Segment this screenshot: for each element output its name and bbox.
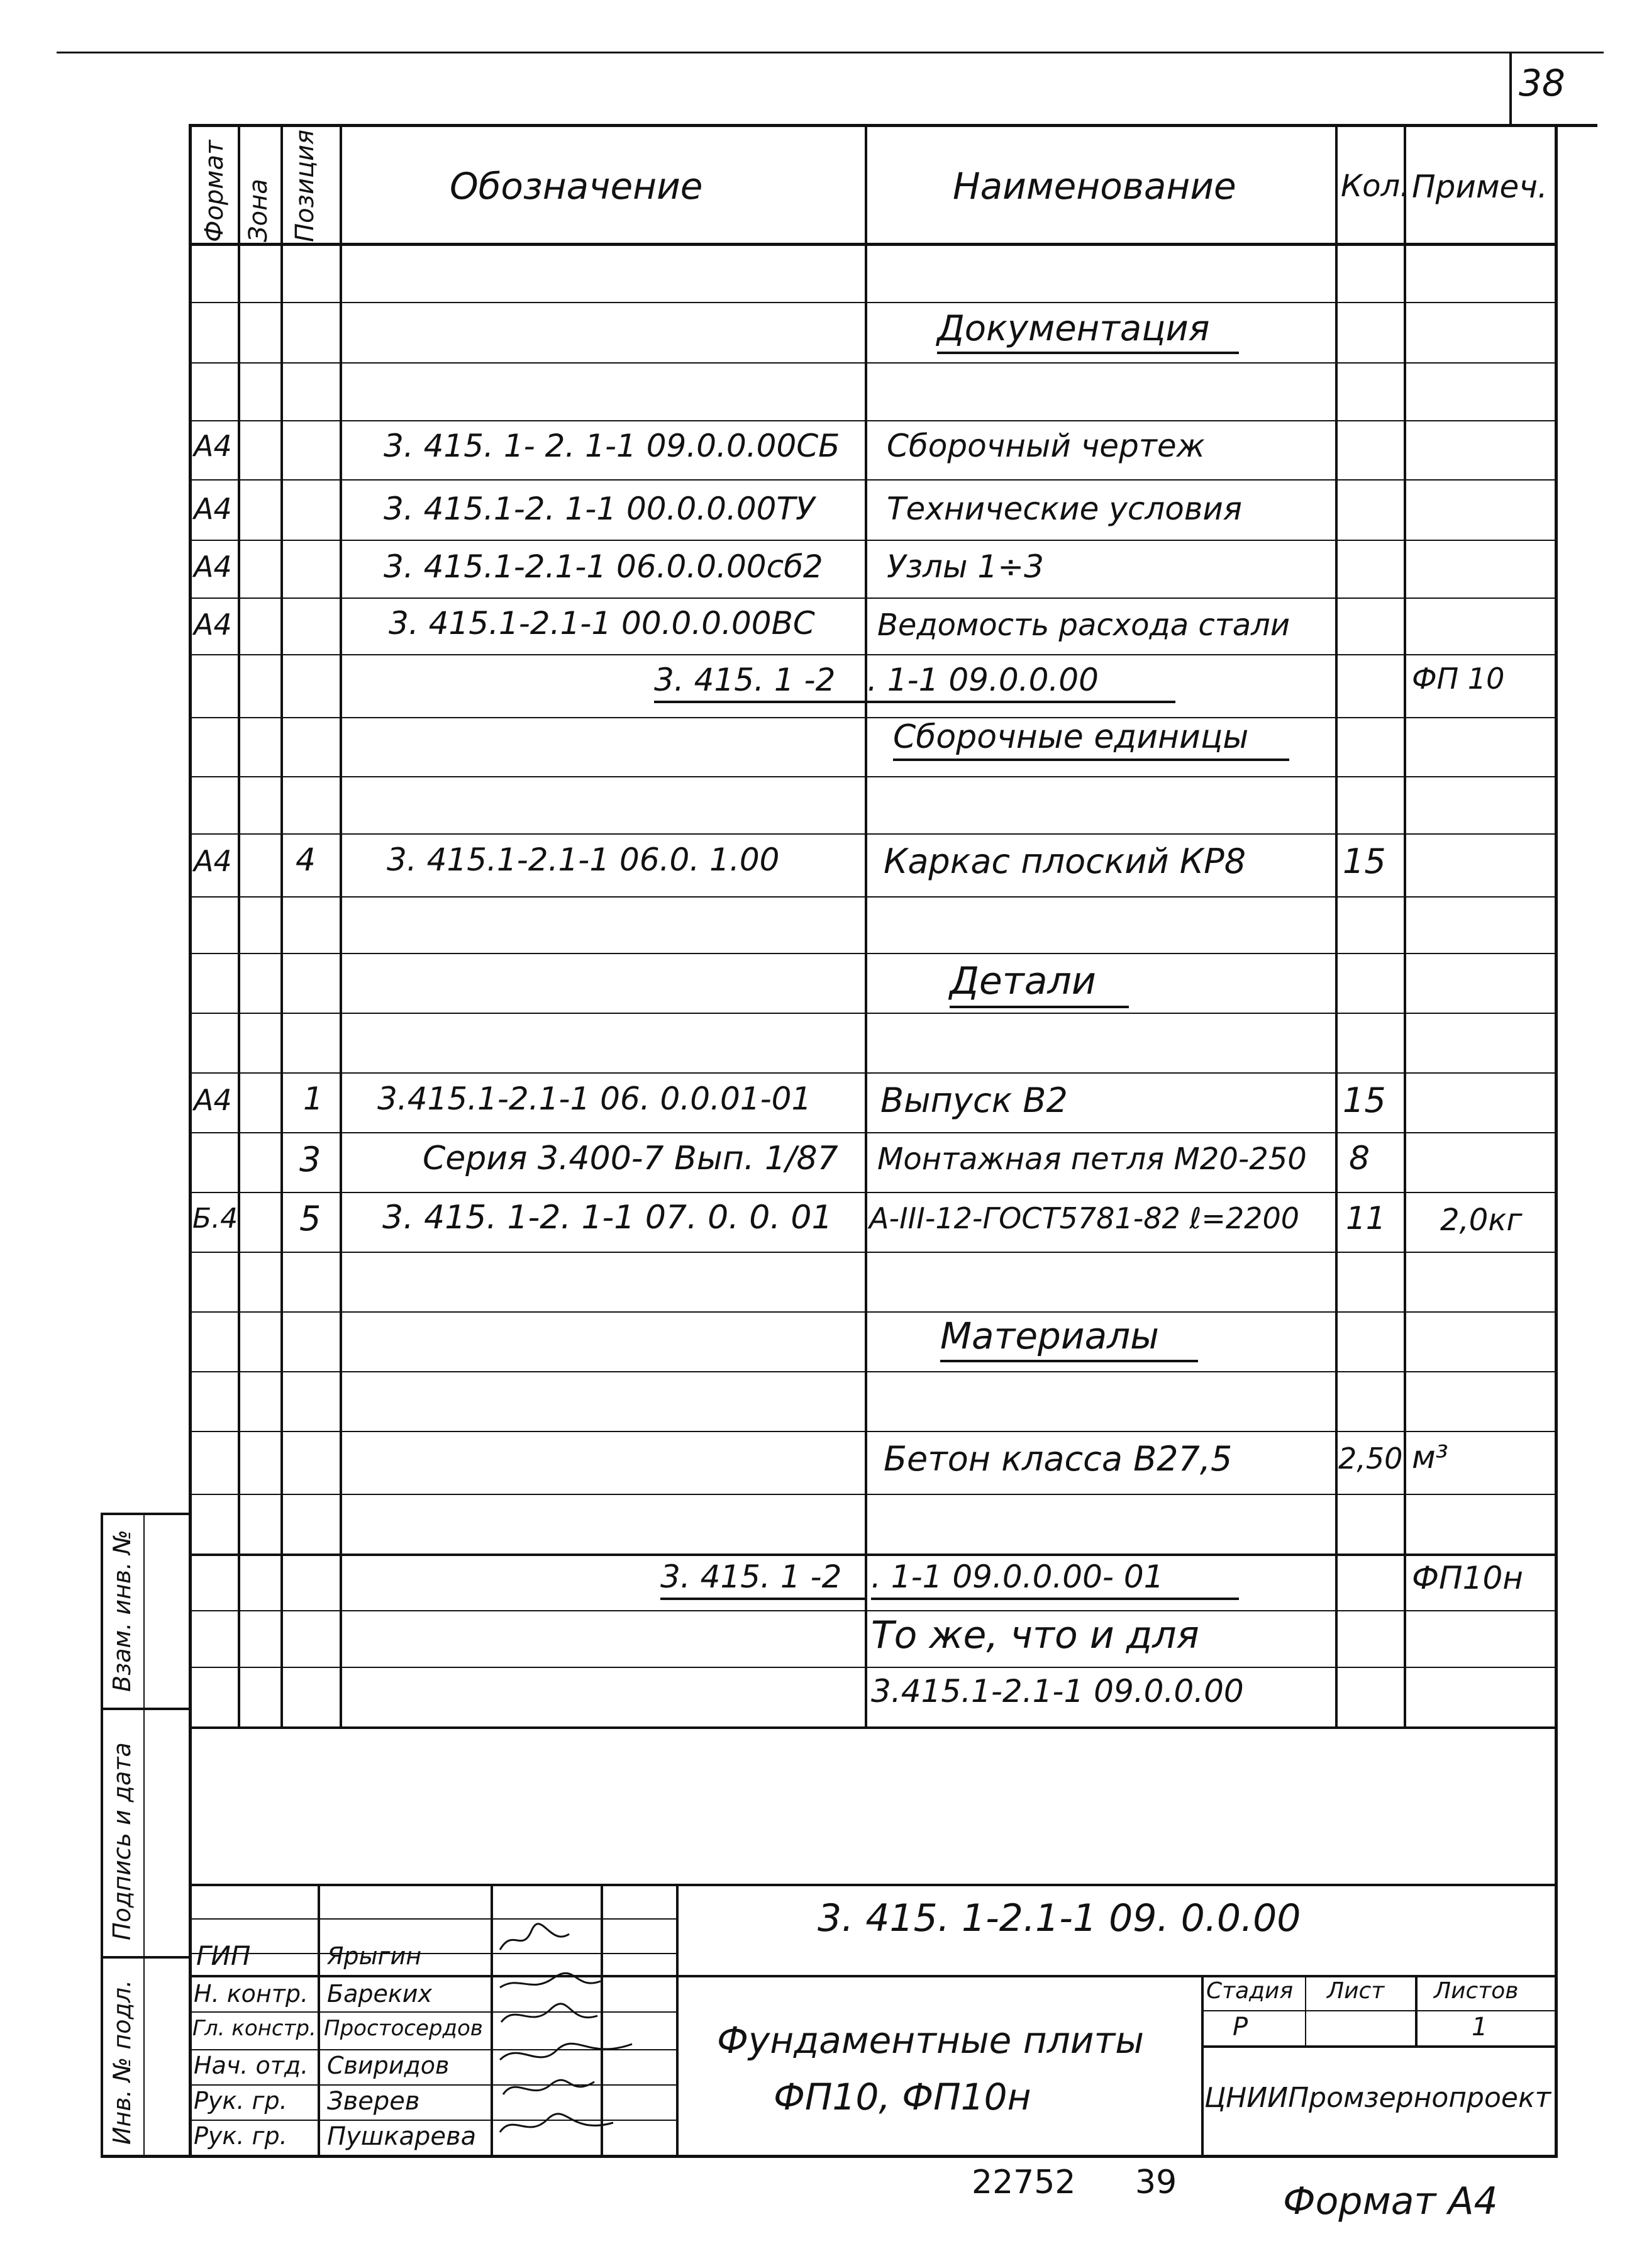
sig-name: Ярыгин — [327, 1942, 422, 1970]
sig-role: Рук. гр. — [194, 2087, 287, 2115]
row-line — [189, 1013, 1558, 1014]
variant-note: ФП 10 — [1412, 662, 1505, 696]
col-position-right — [340, 124, 342, 1728]
row-qty: 11 — [1346, 1200, 1386, 1237]
margin-sign-date: Подпись и дата — [108, 1742, 136, 1940]
sig-name: Пушкарева — [327, 2122, 477, 2151]
row-line — [189, 1192, 1558, 1193]
col-qty-right — [1404, 124, 1406, 1728]
row-designation: 3. 415.1-2. 1-1 00.0.0.00ТУ — [384, 491, 815, 527]
row-designation: 3. 415.1-2.1-1 00.0.0.00ВС — [389, 605, 815, 642]
stage-row — [1201, 2010, 1558, 2011]
top-rule — [57, 52, 1604, 53]
row-line — [189, 420, 1558, 421]
header-designation: Обозначение — [450, 165, 703, 208]
frame-right — [1555, 124, 1558, 2155]
row-name: Выпуск В2 — [880, 1081, 1068, 1120]
section-assembly-units: Сборочные единицы — [893, 718, 1289, 761]
row-line — [189, 540, 1558, 541]
variant-designation-right: . 1-1 09.0.0.00- 01 — [871, 1559, 1239, 1600]
row-designation: 3.415.1-2.1-1 06. 0.0.01-01 — [377, 1081, 812, 1117]
row-line — [189, 598, 1558, 599]
margin-strip-divider — [101, 1956, 189, 1959]
stage-col — [1305, 1975, 1306, 2047]
header-bottom — [189, 243, 1558, 246]
sig-col — [318, 1884, 320, 2157]
margin-inv-vzam: Взам. инв. № — [108, 1529, 136, 1692]
title-top — [189, 1884, 1558, 1886]
margin-inv-podl: Инв. № подл. — [108, 1979, 136, 2145]
row-line — [189, 1371, 1558, 1372]
row-format: А4 — [194, 550, 232, 584]
row-name: Сборочный чертеж — [887, 428, 1205, 464]
variant-designation-right: . 1-1 09.0.0.00 — [867, 662, 1175, 703]
row-position: 4 — [296, 842, 316, 878]
header-position: Позиция — [291, 129, 319, 242]
col-zone-right — [280, 124, 283, 1728]
row-line — [189, 302, 1558, 303]
margin-strip-left — [101, 1513, 103, 2157]
margin-strip-top — [101, 1513, 189, 1515]
row-qty: 8 — [1349, 1140, 1370, 1177]
sheet-number-box-left — [1509, 52, 1512, 124]
title-line2: ФП10, ФП10н — [774, 2076, 1031, 2118]
row-format: А4 — [194, 844, 232, 878]
stage-label: Стадия — [1206, 1978, 1294, 2004]
row-position: 1 — [303, 1081, 323, 1117]
sig-col — [676, 1884, 679, 2157]
document-code: 3. 415. 1-2.1-1 09. 0.0.00 — [818, 1896, 1301, 1940]
variant-note: ФП10н — [1412, 1560, 1523, 1596]
row-designation: Серия 3.400-7 Вып. 1/87 — [423, 1140, 838, 1177]
header-name: Наименование — [953, 165, 1236, 208]
sig-role: ГИП — [196, 1940, 251, 1971]
row-name: Монтажная петля М20-250 — [877, 1142, 1307, 1177]
row-name: Ведомость расхода стали — [877, 608, 1290, 643]
sheets-label: Листов — [1434, 1978, 1519, 2004]
col-designation-right — [865, 124, 867, 1728]
row-line — [189, 1132, 1558, 1133]
row-qty: 15 — [1343, 1081, 1386, 1120]
row-line — [189, 1252, 1558, 1253]
frame-top — [189, 124, 1597, 127]
title-mid — [189, 1975, 1558, 1977]
section-details: Детали — [950, 959, 1129, 1008]
row-line — [189, 1072, 1558, 1074]
row-designation: 3. 415.1-2.1-1 06.0. 1.00 — [387, 842, 780, 878]
row-format: А4 — [194, 608, 232, 642]
header-qty: Кол. — [1341, 169, 1410, 204]
organization: ЦНИИПромзернопроект — [1204, 2082, 1551, 2114]
header-format: Формат — [200, 140, 229, 242]
row-qty: 15 — [1343, 842, 1386, 881]
row-line — [189, 362, 1558, 364]
row-format: А4 — [194, 1083, 232, 1117]
variant-designation-left: 3. 415. 1 -2 — [660, 1559, 865, 1600]
header-zone: Зона — [244, 179, 273, 242]
row-line — [189, 776, 1558, 777]
stage-col — [1415, 1975, 1418, 2047]
sig-col — [491, 1884, 493, 2157]
sheets-value: 1 — [1472, 2013, 1488, 2042]
frame-left — [189, 124, 192, 2155]
row-line — [189, 1667, 1558, 1668]
row-designation: 3. 415.1-2.1-1 06.0.0.00сб2 — [384, 548, 823, 585]
sig-name: Бареких — [327, 1980, 432, 2008]
row-format: Б.4 — [192, 1203, 238, 1235]
margin-strip-inner — [143, 1513, 145, 2157]
row-name: А-III-12-ГОСТ5781-82 ℓ=2200 — [869, 1201, 1299, 1235]
row-line — [189, 953, 1558, 954]
sheet-label: Лист — [1327, 1978, 1385, 2004]
row-format: А4 — [194, 492, 232, 526]
row-line — [189, 833, 1558, 835]
sig-name: Простосердов — [324, 2016, 483, 2041]
row-note: м³ — [1412, 1439, 1448, 1476]
row-designation: 3. 415. 1- 2. 1-1 09.0.0.00СБ — [384, 428, 840, 464]
sig-name: Зверев — [327, 2087, 420, 2116]
stage-value: Р — [1233, 2013, 1248, 2042]
row-line — [189, 1610, 1558, 1611]
header-note: Примеч. — [1412, 169, 1548, 205]
variant-name-line1: То же, что и для — [871, 1613, 1199, 1657]
row-name: Каркас плоский КР8 — [884, 842, 1246, 881]
section-materials: Материалы — [940, 1315, 1198, 1362]
variant-name-line2: 3.415.1-2.1-1 09.0.0.00 — [871, 1673, 1244, 1709]
row-name: Бетон класса В27,5 — [884, 1439, 1233, 1479]
row-position: 3 — [299, 1140, 321, 1179]
title-line1: Фундаментные плиты — [717, 2019, 1145, 2062]
row-line-thick — [189, 1554, 1558, 1556]
row-name: Технические условия — [887, 491, 1242, 527]
row-qty: 2,50 — [1338, 1442, 1403, 1476]
row-designation: 3. 415. 1-2. 1-1 07. 0. 0. 01 — [382, 1199, 833, 1237]
signature-scribbles — [494, 1915, 657, 2160]
stage-col-left — [1201, 1975, 1204, 2157]
sig-role: Гл. констр. — [192, 2016, 316, 2041]
row-note: 2,0кг — [1440, 1203, 1523, 1238]
row-line-thick — [189, 1726, 1558, 1729]
row-line — [189, 654, 1558, 655]
footer-page: 39 — [1135, 2164, 1177, 2201]
section-documentation: Документация — [937, 308, 1239, 354]
row-format: А4 — [194, 429, 232, 463]
row-line — [189, 1494, 1558, 1495]
sheet-number: 38 — [1519, 62, 1565, 104]
footer-format: Формат А4 — [1283, 2179, 1498, 2223]
sig-role: Рук. гр. — [194, 2122, 287, 2150]
row-line — [189, 896, 1558, 898]
margin-strip-divider — [101, 1708, 189, 1710]
stage-row — [1201, 2045, 1558, 2048]
sig-name: Свиридов — [327, 2052, 450, 2079]
row-name: Узлы 1÷3 — [887, 548, 1044, 585]
footer-inventory: 22752 — [972, 2164, 1076, 2201]
row-line — [189, 1431, 1558, 1432]
variant-designation-left: 3. 415. 1 -2 — [654, 662, 865, 703]
col-name-right — [1335, 124, 1338, 1728]
col-format-right — [238, 124, 240, 1728]
row-line — [189, 717, 1558, 718]
row-line — [189, 1311, 1558, 1313]
row-position: 5 — [299, 1199, 321, 1238]
sig-role: Нач. отд. — [194, 2052, 309, 2079]
sig-role: Н. контр. — [194, 1980, 309, 2008]
row-line — [189, 479, 1558, 481]
